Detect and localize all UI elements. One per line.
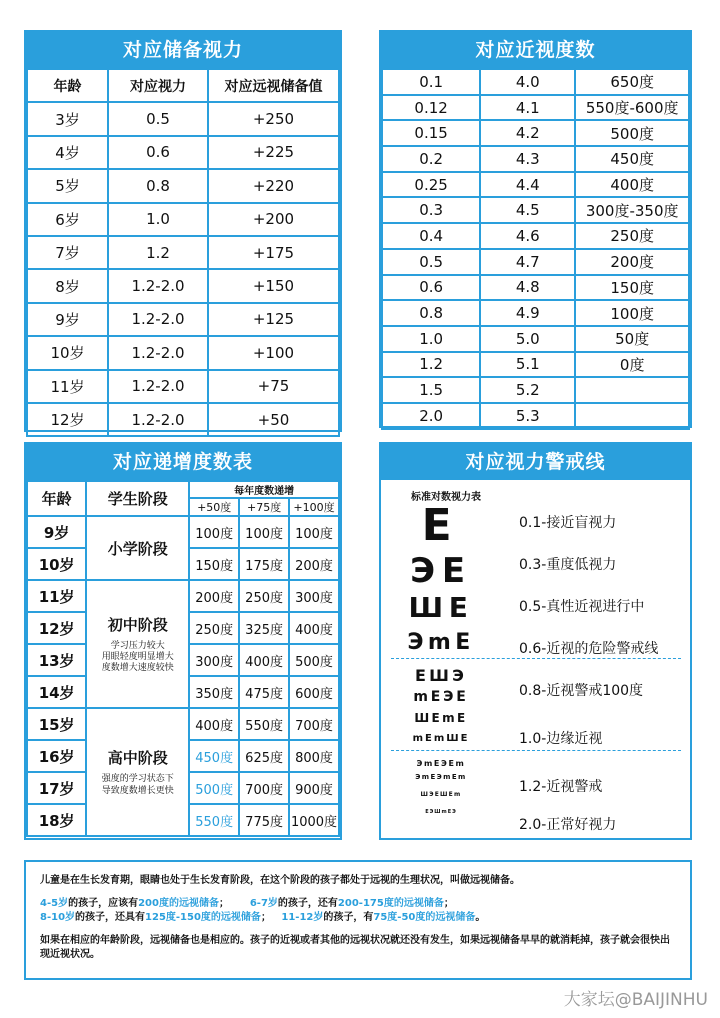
plus100-cell: 500度 [289,644,339,676]
decimal-vision-cell: 0.6 [382,275,480,301]
plus75-cell: 475度 [239,676,289,708]
myopia-degree-table [381,68,690,430]
table-row [382,352,689,378]
table-row [382,249,689,275]
table-row [382,120,689,146]
age-cell: 7岁 [27,236,108,269]
degree-cell: 650度 [575,69,689,95]
increment-panel [24,442,342,840]
stage-name: 小学阶段 [107,539,168,558]
table-row [27,269,339,302]
increment-title: 对应递增度数表 [26,444,340,480]
decimal-vision-cell: 2.0 [382,403,480,429]
decimal-vision-cell: 0.1 [382,69,480,95]
log-vision-cell: 4.5 [480,197,575,223]
vision-cell: 1.2-2.0 [108,370,208,403]
note-reserve-200-175: 200-175度的远视储备 [337,897,444,909]
vision-cell: 0.5 [108,102,208,135]
decimal-vision-cell: 1.0 [382,326,480,352]
col-header-yearly: 每年度数递增 [189,481,339,498]
table-row [382,172,689,198]
age-cell: 11岁 [27,370,108,403]
table-row [27,580,339,612]
plus100-cell: 1000度 [289,804,339,836]
age-cell: 10岁 [27,548,86,580]
note-text: 的孩子，还具有 [75,912,146,923]
plus75-cell: 250度 [239,580,289,612]
age-cell: 10岁 [27,336,108,369]
degree-cell: 300度-350度 [575,197,689,223]
table-row [382,326,689,352]
note-reserve-125-150: 125度-150度的远视储备 [145,912,261,923]
plus75-cell: 775度 [239,804,289,836]
note-reserve-75-50: 75度-50度的远视储备 [373,912,476,923]
age-cell: 3岁 [27,102,108,135]
log-vision-cell: 5.2 [480,377,575,403]
table-row [27,236,339,269]
decimal-vision-cell: 0.25 [382,172,480,198]
log-vision-cell: 5.1 [480,352,575,378]
age-cell: 9岁 [27,516,86,548]
plus50-cell: 250度 [189,612,239,644]
col-header-plus100: +100度 [289,498,339,516]
col-header-plus75: +75度 [239,498,289,516]
note-paragraph-1: 儿童是在生长发育期，眼睛也处于生长发育阶段，在这个阶段的孩子都处于远视的生理状况，叫做远视储备。 [40,875,520,886]
vision-cell: 1.2 [108,236,208,269]
degree-cell [575,403,689,429]
plus50-cell: 450度 [189,740,239,772]
reserve-cell: +150 [208,269,339,302]
note-age-4-5: 4-5岁 [40,897,69,909]
plus50-cell: 400度 [189,708,239,740]
plus75-cell: 700度 [239,772,289,804]
divider [391,658,681,659]
note-text: ； [260,912,282,923]
table-row [382,300,689,326]
reserve-vision-panel [24,30,342,432]
note-text: 的孩子，应该有 [68,897,139,909]
plus75-cell: 625度 [239,740,289,772]
divider [391,750,681,751]
table-row [382,275,689,301]
degree-cell [575,377,689,403]
degree-cell: 450度 [575,146,689,172]
note-text: 。 [475,912,486,923]
reserve-cell: +50 [208,403,339,436]
vision-level-label: 1.2-近视警戒 [519,779,603,795]
decimal-vision-cell: 0.8 [382,300,480,326]
degree-cell: 250度 [575,223,689,249]
table-row [27,303,339,336]
plus100-cell: 700度 [289,708,339,740]
eye-chart-row: mEmШE [412,733,470,744]
note-text: ； [443,897,454,909]
age-cell: 4岁 [27,136,108,169]
age-cell: 6岁 [27,203,108,236]
table-row [27,516,339,548]
degree-cell: 100度 [575,300,689,326]
decimal-vision-cell: 0.5 [382,249,480,275]
reserve-cell: +175 [208,236,339,269]
eye-chart-row: EЭШmEЭ [425,809,457,815]
vision-level-label: 0.3-重度低视力 [519,557,617,573]
myopia-degree-panel [379,30,692,428]
decimal-vision-cell: 0.3 [382,197,480,223]
vision-cell: 1.2-2.0 [108,403,208,436]
plus100-cell: 600度 [289,676,339,708]
log-vision-cell: 4.8 [480,275,575,301]
note-age-6-7: 6-7岁 [249,897,278,909]
degree-cell: 400度 [575,172,689,198]
age-cell: 11岁 [27,580,86,612]
decimal-vision-cell: 0.12 [382,95,480,121]
vision-level-label: 0.1-接近盲视力 [519,515,617,531]
table-row [382,403,689,429]
decimal-vision-cell: 1.5 [382,377,480,403]
decimal-vision-cell: 0.2 [382,146,480,172]
age-cell: 14岁 [27,676,86,708]
note-text: 的孩子，还有 [277,897,338,909]
age-cell: 5岁 [27,169,108,202]
stage-cell [86,580,189,708]
vision-level-label: 0.8-近视警戒100度 [519,683,644,699]
eye-chart-row: EШЭ [414,666,468,685]
plus75-cell: 325度 [239,612,289,644]
degree-cell: 150度 [575,275,689,301]
age-cell: 17岁 [27,772,86,804]
decimal-vision-cell: 0.4 [382,223,480,249]
eye-chart-row: ЭmEЭEm [416,759,466,768]
table-row [27,203,339,236]
reserve-cell: +250 [208,102,339,135]
decimal-vision-cell: 0.15 [382,120,480,146]
note-text: 的孩子，有 [323,912,374,923]
plus75-cell: 175度 [239,548,289,580]
table-row [27,169,339,202]
log-vision-cell: 4.9 [480,300,575,326]
eye-chart-row: mEЭE [413,689,469,705]
eye-chart-row: ЭmE [407,630,475,655]
age-cell: 18岁 [27,804,86,836]
col-header-plus50: +50度 [189,498,239,516]
plus50-cell: 550度 [189,804,239,836]
col-header-age: 年龄 [27,69,108,102]
plus100-cell: 200度 [289,548,339,580]
plus50-cell: 100度 [189,516,239,548]
log-vision-cell: 4.7 [480,249,575,275]
degree-cell: 200度 [575,249,689,275]
eye-chart-title: 标准对数视力表 [411,492,481,503]
decimal-vision-cell: 1.2 [382,352,480,378]
warning-line-panel [379,442,692,840]
plus50-cell: 350度 [189,676,239,708]
stage-name: 高中阶段 [107,749,168,768]
vision-cell: 1.2-2.0 [108,336,208,369]
vision-cell: 0.6 [108,136,208,169]
age-cell: 16岁 [27,740,86,772]
note-age-8-10: 8-10岁 [40,912,76,923]
vision-level-label: 2.0-正常好视力 [519,817,617,833]
note-paragraph-2 [40,897,676,926]
increment-table [26,480,340,837]
table-row [27,708,339,740]
log-vision-cell: 4.6 [480,223,575,249]
stage-note: 学习压力较大 用眼轻度明显增大 度数增大速度较快 [101,640,174,674]
explanation-note [24,860,692,980]
degree-cell: 0度 [575,352,689,378]
log-vision-cell: 4.3 [480,146,575,172]
degree-cell: 50度 [575,326,689,352]
log-vision-cell: 4.1 [480,95,575,121]
table-row [382,377,689,403]
plus75-cell: 100度 [239,516,289,548]
col-header-vision: 对应视力 [108,69,208,102]
col-header-age: 年龄 [27,481,86,516]
reserve-cell: +75 [208,370,339,403]
plus50-cell: 150度 [189,548,239,580]
age-cell: 12岁 [27,403,108,436]
reserve-cell: +220 [208,169,339,202]
log-vision-cell: 4.4 [480,172,575,198]
stage-note: 强度的学习状态下 导致度数增长更快 [101,774,174,796]
degree-cell: 500度 [575,120,689,146]
reserve-cell: +100 [208,336,339,369]
plus100-cell: 100度 [289,516,339,548]
table-row [382,69,689,95]
log-vision-cell: 4.2 [480,120,575,146]
log-vision-cell: 5.3 [480,403,575,429]
age-cell: 13岁 [27,644,86,676]
reserve-cell: +200 [208,203,339,236]
age-cell: 9岁 [27,303,108,336]
plus50-cell: 200度 [189,580,239,612]
eye-chart-row: E [421,500,461,551]
reserve-cell: +225 [208,136,339,169]
note-age-11-12: 11-12岁 [281,912,324,923]
note-text: ； [218,897,250,909]
table-row [382,95,689,121]
watermark: 大家坛@BAIJINHU [563,990,708,1010]
plus100-cell: 400度 [289,612,339,644]
vision-level-label: 0.6-近视的危险警戒线 [519,641,659,657]
eye-chart-row: ЭmEЭmEm [415,773,467,781]
plus100-cell: 300度 [289,580,339,612]
warning-line-title: 对应视力警戒线 [381,444,690,480]
reserve-vision-table [26,68,340,437]
eye-chart-row: ШEmE [414,711,468,725]
eye-chart-row: ШE [408,591,474,624]
plus100-cell: 900度 [289,772,339,804]
table-row [382,197,689,223]
degree-cell: 550度-600度 [575,95,689,121]
col-header-stage: 学生阶段 [86,481,189,516]
reserve-vision-title: 对应储备视力 [26,32,340,68]
col-header-reserve: 对应远视储备值 [208,69,339,102]
stage-cell [86,516,189,580]
log-vision-cell: 4.0 [480,69,575,95]
eye-chart-row: ШЭEШEm [420,791,462,798]
age-cell: 15岁 [27,708,86,740]
vision-level-label: 0.5-真性近视进行中 [519,599,645,615]
plus75-cell: 400度 [239,644,289,676]
vision-cell: 1.2-2.0 [108,303,208,336]
stage-name: 初中阶段 [107,615,168,634]
vision-cell: 0.8 [108,169,208,202]
age-cell: 12岁 [27,612,86,644]
vision-level-label: 1.0-边缘近视 [519,731,603,747]
plus50-cell: 300度 [189,644,239,676]
eye-chart-row: ЭE [410,551,472,591]
plus50-cell: 500度 [189,772,239,804]
table-row [27,403,339,436]
vision-cell: 1.0 [108,203,208,236]
myopia-degree-title: 对应近视度数 [381,32,690,68]
table-row [382,223,689,249]
table-row [27,102,339,135]
table-row [27,136,339,169]
table-row [27,370,339,403]
stage-cell [86,708,189,836]
reserve-cell: +125 [208,303,339,336]
age-cell: 8岁 [27,269,108,302]
vision-cell: 1.2-2.0 [108,269,208,302]
table-row [382,146,689,172]
table-row [27,336,339,369]
log-vision-cell: 5.0 [480,326,575,352]
note-reserve-200: 200度的远视储备 [138,897,219,909]
plus75-cell: 550度 [239,708,289,740]
note-paragraph-3: 如果在相应的年龄阶段，远视储备也是相应的。孩子的近视或者其他的远视状况就还没有发生，如果远视储备早早的就消耗掉，孩子就会很快出现近视状况。 [40,934,670,960]
plus100-cell: 800度 [289,740,339,772]
